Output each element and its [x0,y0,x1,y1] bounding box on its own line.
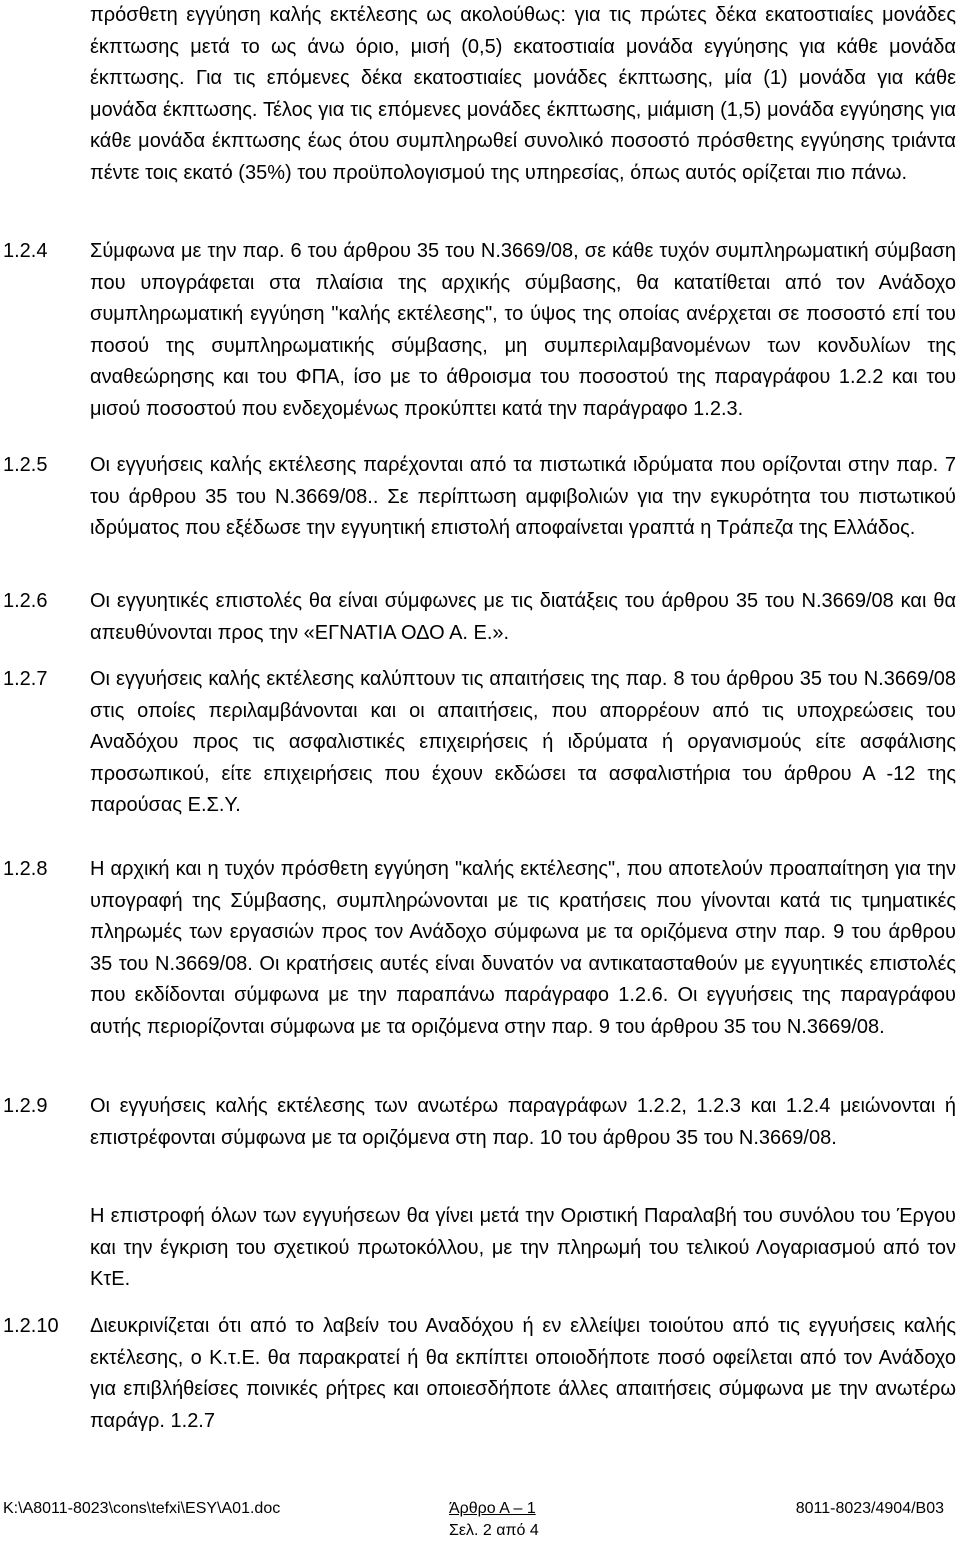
section-text: Διευκρινίζεται ότι από το λαβείν του Αναδόχου ή εν ελλείψει τοιούτου από τις εγγυήσεις καλής εκτέλεσης, ο Κ.τ.Ε. θα παρακρατεί ή θα εκπίπτει οποιοδήποτε ποσό οφείλεται από τον Ανάδοχο για επιβλήθείσες ποινικές ρήτρες και οποιεσδήποτε άλλες απαιτήσεις σύμφωνα με την ανωτέρω παράγρ. 1.2.7 [90,1315,956,1432]
section-text: Σύμφωνα με την παρ. 6 του άρθρου 35 του Ν.3669/08, σε κάθε τυχόν συμπληρωματική σύμβαση που υπογράφεται στα πλαίσια της αρχικής σύμβασης, θα κατατίθεται από τον Ανάδοχο συμπληρωματική εγγύηση "καλής εκτέλεσης", το ύψος της οποίας ανέρχεται σε ποσοστό επί του ποσού της συμπληρωματικής σύμβασης, μη συμπεριλαμβανομένων των κονδυλίων της αναθεώρησης και του ΦΠΑ, ίσο με το άθροισμα του ποσοστού της παραγράφου 1.2.2 και του μισού ποσοστού που ενδεχομένως προκύπτει κατά την παράγραφο 1.2.3. [90,240,956,420]
section-text: Η αρχική και η τυχόν πρόσθετη εγγύηση "καλής εκτέλεσης", που αποτελούν προαπαίτηση για την υπογραφή της Σύμβασης, συμπληρώνονται με τις κρατήσεις που γίνονται κατά τις τμηματικές πληρωμές των εργασιών προς τον Ανάδοχο σύμφωνα με τα οριζόμενα στην παρ. 9 του άρθρου 35 του Ν.3669/08. Οι κρατήσεις αυτές είναι δυνατόν να αντικατασταθούν με εγγυητικές επιστολές που εκδίδονται σύμφωνα με την παραπάνω παράγραφο 1.2.6. Οι εγγυήσεις της παραγράφου αυτής περιορίζονται σύμφωνα με τα οριζόμενα στην παρ. 9 του άρθρου 35 του Ν.3669/08. [90,858,956,1038]
section-text: Οι εγγυήσεις καλής εκτέλεσης παρέχονται από τα πιστωτικά ιδρύματα που ορίζονται στην παρ. 7 του άρθρου 35 του Ν.3669/08.. Σε περίπτωση αμφιβολιών για την εγκυρότητα του πιστωτικού ιδρύματος που εξέδωσε την εγγυητική επιστολή αποφαίνεται γραπτά η Τράπεζα της Ελλάδος. [90,454,956,540]
section-text: Οι εγγυήσεις καλής εκτέλεσης των ανωτέρω παραγράφων 1.2.2, 1.2.3 και 1.2.4 μειώνονται ή επιστρέφονται σύμφωνα με τα οριζόμενα στη παρ. 10 του άρθρου 35 του Ν.3669/08. [90,1095,956,1149]
section-number: 1.2.9 [3,1095,48,1117]
section-text: Οι εγγυήσεις καλής εκτέλεσης καλύπτουν τις απαιτήσεις της παρ. 8 του άρθρου 35 του Ν.3669/08 στις οποίες περιλαμβάνονται και οι απαιτήσεις, που απορρέουν από τις υποχρεώσεις του Αναδόχου προς τις ασφαλιστικές επιχειρήσεις ή ιδρύματα ή οργανισμούς είτε ασφάλισης προσωπικού, είτε επιχειρήσεις που έχουν εκδώσει τα ασφαλιστήρια του άρθρου Α -12 της παρούσας Ε.Σ.Υ. [90,668,956,817]
footer-reference: 8011-8023/4904/B03 [795,1500,944,1517]
section-number: 1.2.5 [3,454,48,476]
section-continuation: Η επιστροφή όλων των εγγυήσεων θα γίνει μετά την Οριστική Παραλαβή του συνόλου του Έργου και την έγκριση του σχετικού πρωτοκόλλου, με την πληρωμή του τελικού Λογαριασμού από τον ΚτΕ. [90,1205,956,1291]
section-number: 1.2.8 [3,858,48,880]
footer-article: Άρθρο Α – 1 [449,1500,536,1517]
section-number: 1.2.10 [3,1315,59,1337]
section-number: 1.2.4 [3,240,48,262]
footer-page-indicator: Σελ. 2 από 4 [449,1522,539,1539]
section-number: 1.2.7 [3,668,48,690]
section-number: 1.2.6 [3,590,48,612]
section-text: Οι εγγυητικές επιστολές θα είναι σύμφωνες με τις διατάξεις του άρθρου 35 του Ν.3669/08 και θα απευθύνονται προς την «ΕΓΝΑΤΙΑ ΟΔΟ Α. Ε.». [90,590,956,644]
intro-paragraph: πρόσθετη εγγύηση καλής εκτέλεσης ως ακολούθως: για τις πρώτες δέκα εκατοστιαίες μονάδες έκπτωσης μετά το ως άνω όριο, μισή (0,5) εκατοστιαία μονάδα εγγύησης για κάθε μονάδα έκπτωσης. Για τις επόμενες δέκα εκατοστιαίες μονάδες έκπτωσης, μία (1) μονάδα για κάθε μονάδα έκπτωσης. Τέλος για τις επόμενες μονάδες έκπτωσης, μιάμιση (1,5) μονάδα εγγύησης για κάθε μονάδα έκπτωσης έως ότου συμπληρωθεί συνολικό ποσοστό πρόσθετης εγγύησης τριάντα πέντε τοις εκατό (35%) του προϋπολογισμού της υπηρεσίας, όπως αυτός ορίζεται πιο πάνω. [90,4,956,184]
footer-file-path: K:\A8011-8023\cons\tefxi\ESY\A01.doc [3,1500,281,1517]
